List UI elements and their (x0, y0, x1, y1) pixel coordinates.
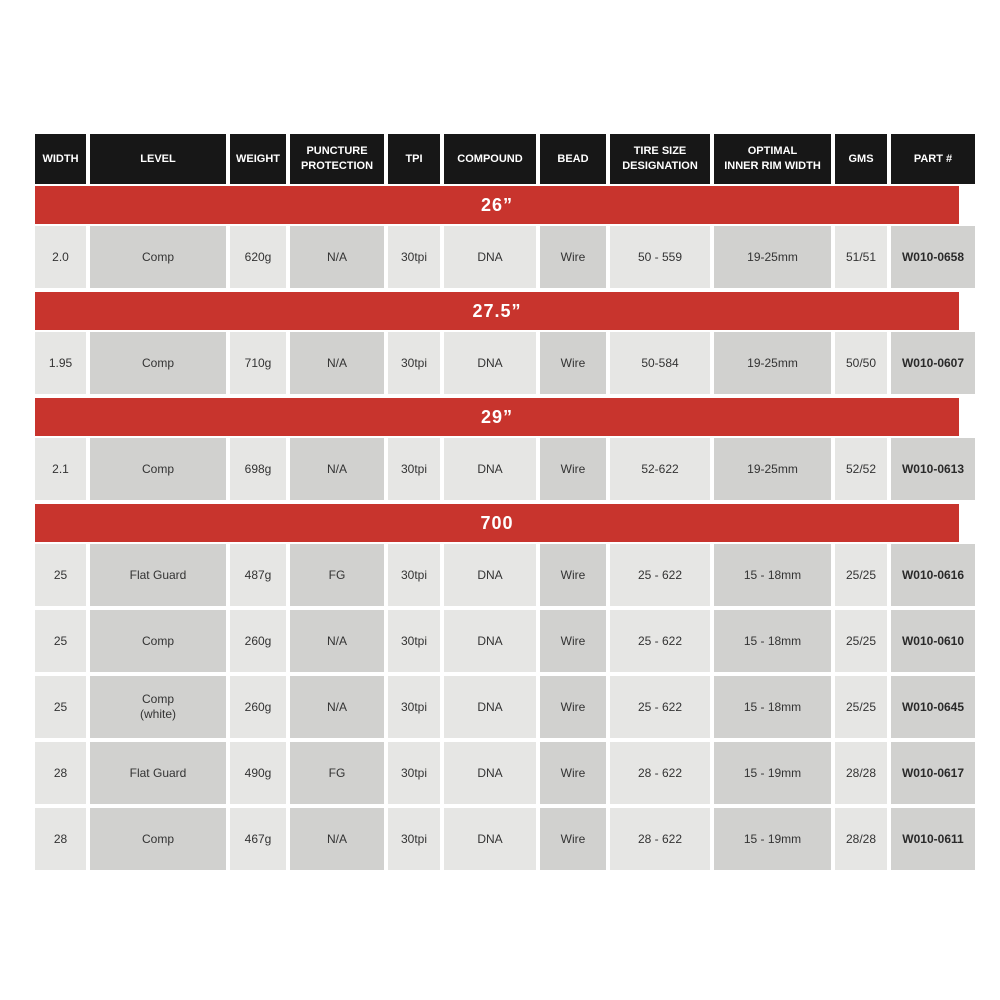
cell-compound: DNA (444, 544, 536, 606)
section-band: 27.5” (35, 292, 959, 330)
cell-optimal-inner-rim-width: 19-25mm (714, 332, 831, 394)
cell-optimal-inner-rim-width: 15 - 19mm (714, 742, 831, 804)
cell-weight: 490g (230, 742, 286, 804)
cell-tpi: 30tpi (388, 808, 440, 870)
cell-optimal-inner-rim-width: 19-25mm (714, 438, 831, 500)
cell-weight: 487g (230, 544, 286, 606)
cell-tire-size-designation: 28 - 622 (610, 742, 710, 804)
cell-gms: 25/25 (835, 544, 887, 606)
cell-level: Flat Guard (90, 742, 226, 804)
header-optimal-inner-rim-width: OPTIMAL INNER RIM WIDTH (714, 134, 831, 184)
cell-part-number: W010-0613 (891, 438, 975, 500)
cell-gms: 52/52 (835, 438, 887, 500)
cell-width: 25 (35, 610, 86, 672)
table-row (35, 808, 964, 870)
cell-puncture-protection: N/A (290, 226, 384, 288)
table-row (35, 438, 965, 500)
table-header-row (35, 134, 959, 184)
cell-part-number: W010-0607 (891, 332, 975, 394)
header-bead: BEAD (540, 134, 606, 184)
header-weight: WEIGHT (230, 134, 286, 184)
cell-puncture-protection: N/A (290, 676, 384, 738)
cell-part-number: W010-0610 (891, 610, 975, 672)
cell-weight: 620g (230, 226, 286, 288)
cell-level: Comp (90, 438, 226, 500)
header-gms: GMS (835, 134, 887, 184)
cell-puncture-protection: N/A (290, 610, 384, 672)
cell-tire-size-designation: 28 - 622 (610, 808, 710, 870)
cell-weight: 710g (230, 332, 286, 394)
cell-gms: 28/28 (835, 742, 887, 804)
cell-tire-size-designation: 52-622 (610, 438, 710, 500)
cell-optimal-inner-rim-width: 15 - 18mm (714, 610, 831, 672)
cell-tpi: 30tpi (388, 438, 440, 500)
cell-compound: DNA (444, 226, 536, 288)
table-row (35, 610, 965, 672)
cell-tpi: 30tpi (388, 332, 440, 394)
cell-tpi: 30tpi (388, 742, 440, 804)
cell-width: 28 (35, 742, 86, 804)
cell-weight: 698g (230, 438, 286, 500)
header-level: LEVEL (90, 134, 226, 184)
header-tire-size-designation: TIRE SIZE DESIGNATION (610, 134, 710, 184)
cell-width: 28 (35, 808, 86, 870)
table-row (35, 544, 965, 606)
cell-weight: 260g (230, 610, 286, 672)
cell-compound: DNA (444, 438, 536, 500)
cell-compound: DNA (444, 676, 536, 738)
cell-tpi: 30tpi (388, 544, 440, 606)
cell-weight: 467g (230, 808, 286, 870)
cell-tire-size-designation: 50-584 (610, 332, 710, 394)
cell-compound: DNA (444, 332, 536, 394)
cell-compound: DNA (444, 610, 536, 672)
table-row (35, 332, 965, 394)
cell-width: 25 (35, 676, 86, 738)
cell-bead: Wire (540, 332, 606, 394)
header-tpi: TPI (388, 134, 440, 184)
table-body (35, 186, 965, 870)
cell-bead: Wire (540, 544, 606, 606)
cell-bead: Wire (540, 742, 606, 804)
cell-weight: 260g (230, 676, 286, 738)
tire-spec-table (35, 134, 965, 874)
cell-compound: DNA (444, 808, 536, 870)
cell-tire-size-designation: 50 - 559 (610, 226, 710, 288)
cell-level: Comp (90, 808, 226, 870)
cell-bead: Wire (540, 226, 606, 288)
cell-tpi: 30tpi (388, 226, 440, 288)
table-row (35, 226, 965, 288)
cell-level: Comp (90, 332, 226, 394)
cell-width: 25 (35, 544, 86, 606)
cell-width: 2.1 (35, 438, 86, 500)
cell-tpi: 30tpi (388, 610, 440, 672)
cell-compound: DNA (444, 742, 536, 804)
cell-bead: Wire (540, 808, 606, 870)
cell-level: Comp (white) (90, 676, 226, 738)
cell-part-number: W010-0611 (891, 808, 975, 870)
cell-level: Comp (90, 226, 226, 288)
cell-puncture-protection: N/A (290, 438, 384, 500)
table-row (35, 742, 965, 804)
section-band: 700 (35, 504, 959, 542)
header-puncture-protection: PUNCTURE PROTECTION (290, 134, 384, 184)
cell-level: Flat Guard (90, 544, 226, 606)
cell-optimal-inner-rim-width: 15 - 19mm (714, 808, 831, 870)
section-band: 29” (35, 398, 959, 436)
cell-width: 2.0 (35, 226, 86, 288)
cell-tire-size-designation: 25 - 622 (610, 610, 710, 672)
cell-tire-size-designation: 25 - 622 (610, 676, 710, 738)
cell-tpi: 30tpi (388, 676, 440, 738)
header-compound: COMPOUND (444, 134, 536, 184)
cell-gms: 25/25 (835, 610, 887, 672)
cell-part-number: W010-0645 (891, 676, 975, 738)
cell-gms: 51/51 (835, 226, 887, 288)
cell-gms: 28/28 (835, 808, 887, 870)
cell-bead: Wire (540, 676, 606, 738)
cell-part-number: W010-0617 (891, 742, 975, 804)
cell-gms: 25/25 (835, 676, 887, 738)
cell-part-number: W010-0616 (891, 544, 975, 606)
cell-puncture-protection: FG (290, 544, 384, 606)
cell-gms: 50/50 (835, 332, 887, 394)
section-band: 26” (35, 186, 959, 224)
cell-optimal-inner-rim-width: 15 - 18mm (714, 676, 831, 738)
cell-level: Comp (90, 610, 226, 672)
cell-width: 1.95 (35, 332, 86, 394)
header-part-number: PART # (891, 134, 975, 184)
cell-puncture-protection: N/A (290, 332, 384, 394)
cell-optimal-inner-rim-width: 19-25mm (714, 226, 831, 288)
cell-puncture-protection: N/A (290, 808, 384, 870)
header-width: WIDTH (35, 134, 86, 184)
cell-tire-size-designation: 25 - 622 (610, 544, 710, 606)
cell-bead: Wire (540, 438, 606, 500)
cell-bead: Wire (540, 610, 606, 672)
cell-optimal-inner-rim-width: 15 - 18mm (714, 544, 831, 606)
cell-part-number: W010-0658 (891, 226, 975, 288)
cell-puncture-protection: FG (290, 742, 384, 804)
table-row (35, 676, 965, 738)
